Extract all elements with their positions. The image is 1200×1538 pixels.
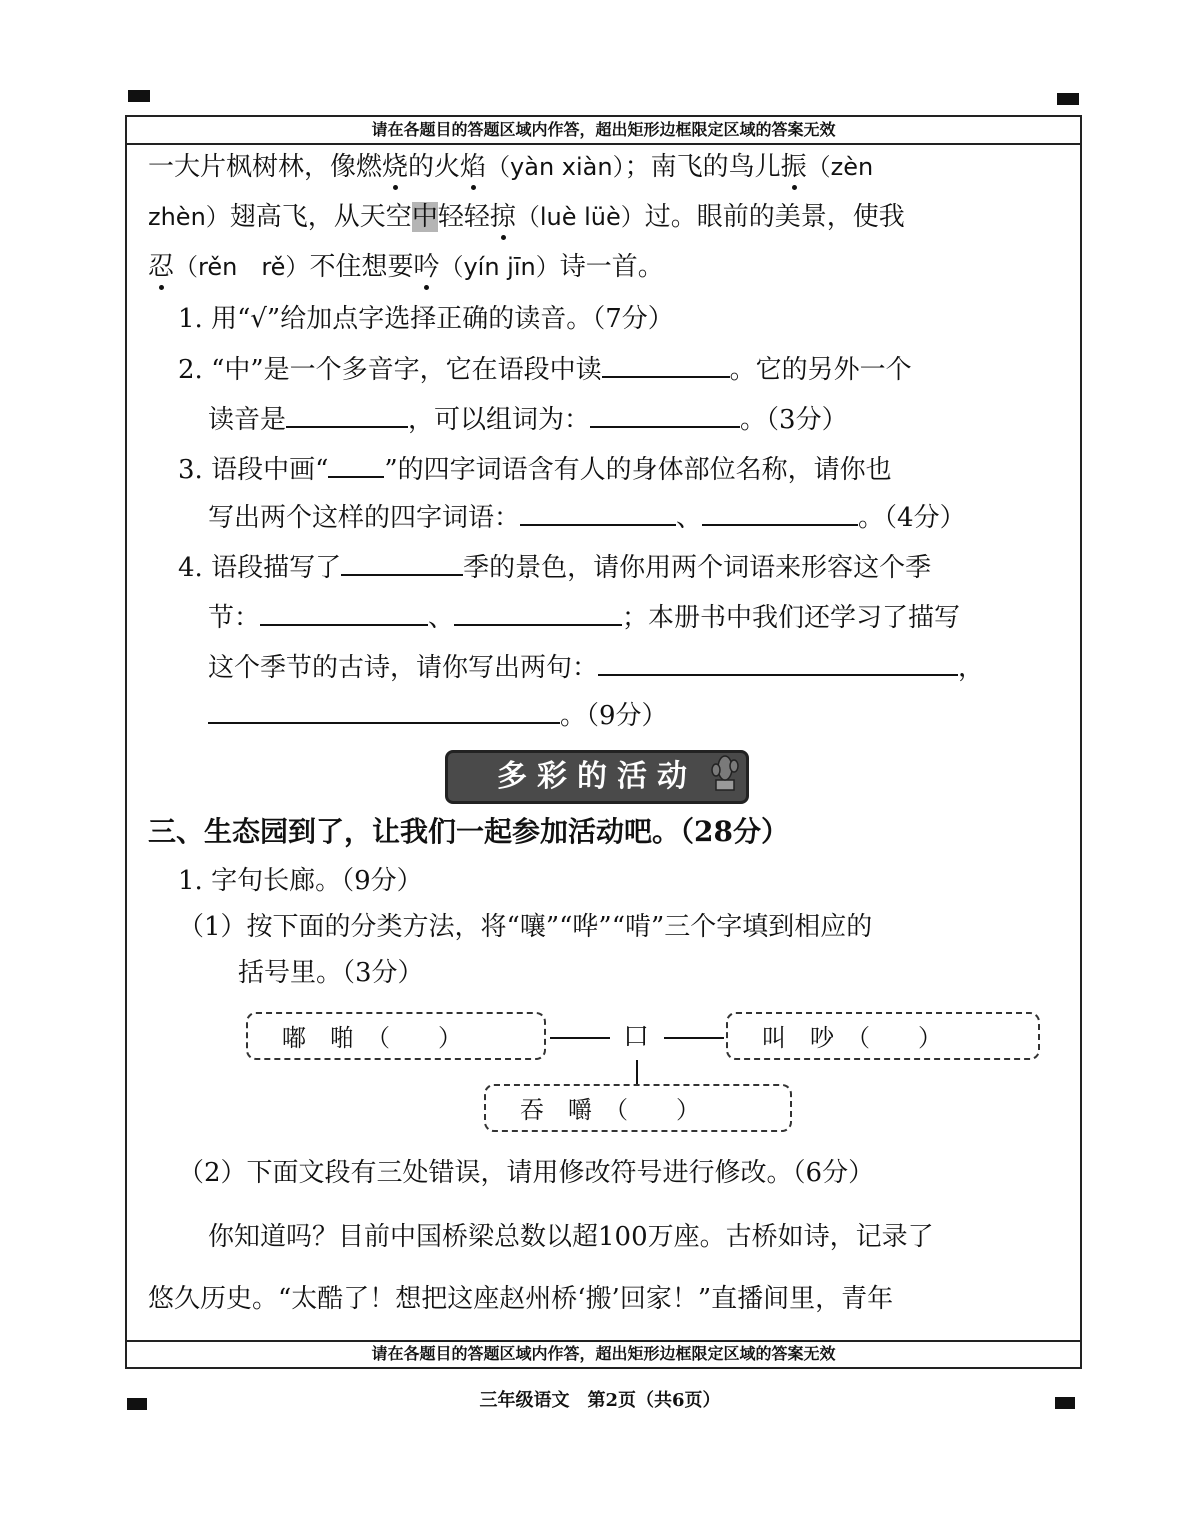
divider-top: [127, 143, 1080, 145]
question-2-line-2: 读音是 ，可以组词为： 。（3分）: [208, 402, 848, 437]
notice-bottom: 请在各题目的答题区域内作答，超出矩形边框限定区域的答案无效: [371, 1344, 836, 1363]
answer-blank[interactable]: [602, 352, 730, 378]
page-footer: 三年级语文 第2页（共6页）: [479, 1390, 721, 1411]
notice-top: 请在各题目的答题区域内作答，超出矩形边框限定区域的答案无效: [371, 120, 836, 139]
answer-blank[interactable]: [260, 600, 428, 626]
answer-blank[interactable]: [598, 650, 958, 676]
section-3-question-1-1-line-1: （1）按下面的分类方法，将“嚷”“哗”“啃”三个字填到相应的: [178, 912, 873, 942]
category-box-left[interactable]: 嘟 啪 （ ）: [246, 1012, 546, 1060]
question-3-line-1: 3. 语段中画“ ”的四字词语含有人的身体部位名称，请你也: [178, 452, 892, 487]
question-4-line-4: 。（9分）: [208, 698, 668, 733]
section-3-heading: 三、生态园到了，让我们一起参加活动吧。（28分）: [148, 815, 789, 848]
question-4-line-1: 4. 语段描写了 季的景色，请你用两个词语来形容这个季: [178, 550, 931, 585]
answer-blank[interactable]: [520, 500, 676, 526]
answer-blank[interactable]: [590, 402, 740, 428]
connector-left: [550, 1037, 610, 1039]
question-3-line-2: 写出两个这样的四字词语： 、 。（4分）: [208, 500, 966, 535]
question-4-line-3: 这个季节的古诗，请你写出两句： ，: [208, 650, 984, 685]
paragraph-line-1: 你知道吗？目前中国桥梁总数以超100万座。古桥如诗，记录了: [208, 1222, 934, 1252]
connector-down: [636, 1060, 638, 1084]
answer-blank[interactable]: [341, 550, 463, 576]
registration-mark-top-right: [1057, 93, 1079, 105]
answer-blank[interactable]: [454, 600, 622, 626]
question-4-line-2: 节： 、 ；本册书中我们还学习了描写: [208, 600, 960, 635]
question-2-line-1: 2. “中”是一个多音字，它在语段中读 。它的另外一个: [178, 352, 912, 387]
passage-line-3: 忍（rěn rě）不住想要吟（yín jīn）诗一首。: [148, 252, 664, 282]
category-box-right[interactable]: 叫 吵 （ ）: [726, 1012, 1040, 1060]
registration-mark-top-left: [128, 90, 150, 102]
cactus-icon: [708, 752, 742, 792]
section-banner: 多彩的活动: [445, 750, 749, 804]
passage-line-2: zhèn）翅高飞，从天空中轻轻掠（luè lüè）过。眼前的美景，使我: [148, 202, 905, 232]
section-3-question-1: 1. 字句长廊。（9分）: [178, 866, 423, 896]
paragraph-line-2: 悠久历史。“太酷了！想把这座赵州桥‘搬’回家！”直播间里，青年: [148, 1284, 894, 1314]
answer-blank[interactable]: [286, 402, 408, 428]
category-box-bottom[interactable]: 吞 嚼 （ ）: [484, 1084, 792, 1132]
category-center-radical: 口: [623, 1022, 650, 1052]
answer-blank[interactable]: [208, 698, 560, 724]
answer-blank[interactable]: [702, 500, 858, 526]
answer-blank[interactable]: [328, 452, 384, 478]
question-1: 1. 用“√”给加点字选择正确的读音。（7分）: [178, 304, 674, 334]
connector-right: [664, 1037, 724, 1039]
section-3-question-1-1-line-2: 括号里。（3分）: [238, 958, 424, 988]
passage-line-1: 一大片枫树林，像燃烧的火焰（yàn xiàn）；南飞的鸟儿振（zèn: [148, 152, 874, 182]
divider-bottom: [127, 1340, 1080, 1342]
section-3-question-1-2: （2）下面文段有三处错误，请用修改符号进行修改。（6分）: [178, 1158, 875, 1188]
